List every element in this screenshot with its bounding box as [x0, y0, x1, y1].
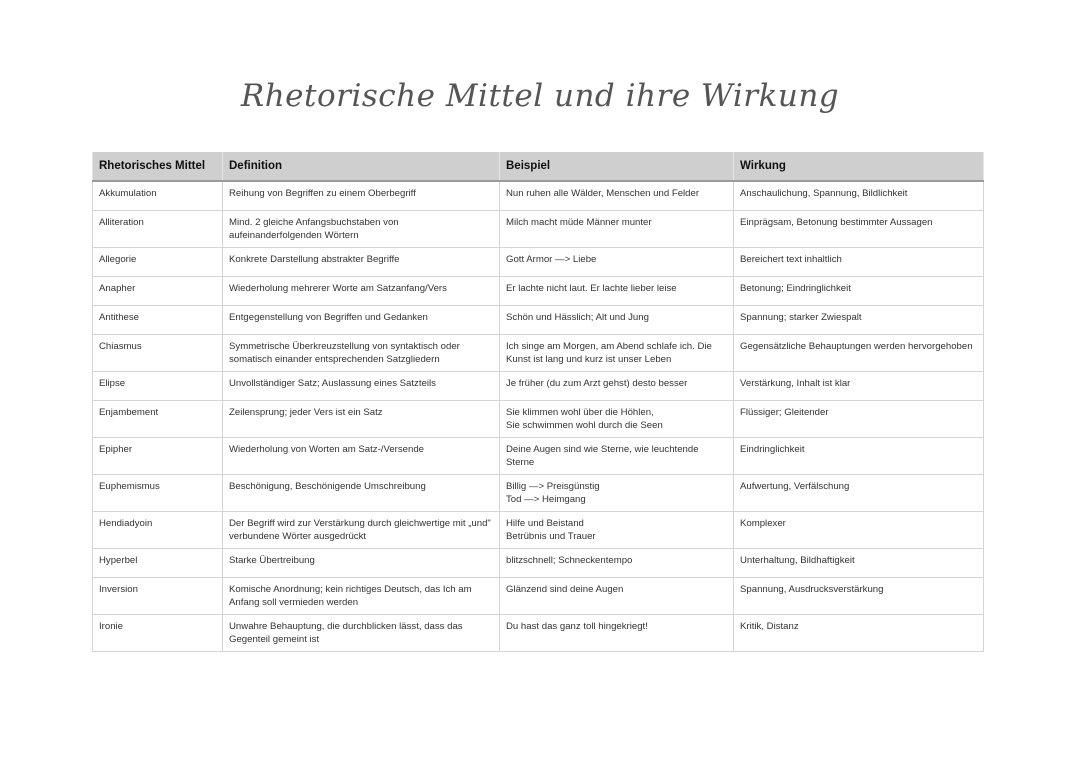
table-row — [93, 549, 984, 578]
cell-beispiel: Je früher (du zum Arzt gehst) desto besser — [500, 372, 734, 401]
table-row — [93, 248, 984, 277]
table-row — [93, 277, 984, 306]
cell-definition: Wiederholung von Worten am Satz-/Versende — [223, 438, 500, 475]
table-row — [93, 438, 984, 475]
cell-mittel: Inversion — [93, 578, 223, 615]
cell-beispiel: Gott Armor —> Liebe — [500, 248, 734, 277]
cell-wirkung: Betonung; Eindringlichkeit — [734, 277, 984, 306]
cell-wirkung: Kritik, Distanz — [734, 615, 984, 652]
table-row — [93, 512, 984, 549]
cell-wirkung: Bereichert text inhaltlich — [734, 248, 984, 277]
table-row — [93, 475, 984, 512]
table-row — [93, 401, 984, 438]
column-header-definition: Definition — [223, 152, 500, 181]
cell-wirkung: Spannung, Ausdrucksverstärkung — [734, 578, 984, 615]
cell-line: Sie schwimmen wohl durch die Seen — [506, 419, 663, 431]
cell-wirkung: Verstärkung, Inhalt ist klar — [734, 372, 984, 401]
cell-definition: Wiederholung mehrerer Worte am Satzanfang/Vers — [223, 277, 500, 306]
cell-definition: Konkrete Darstellung abstrakter Begriffe — [223, 248, 500, 277]
cell-definition: Reihung von Begriffen zu einem Oberbegriff — [223, 181, 500, 211]
cell-definition: Unwahre Behauptung, die durchblicken lässt, dass das Gegenteil gemeint ist — [223, 615, 500, 652]
cell-wirkung: Einprägsam, Betonung bestimmter Aussagen — [734, 211, 984, 248]
table-header-row — [93, 152, 984, 181]
cell-mittel: Enjambement — [93, 401, 223, 438]
cell-mittel: Akkumulation — [93, 181, 223, 211]
cell-wirkung: Gegensätzliche Behauptungen werden hervorgehoben — [734, 335, 984, 372]
cell-mittel: Alliteration — [93, 211, 223, 248]
page-title: Rhetorische Mittel und ihre Wirkung — [240, 78, 840, 114]
column-header-mittel: Rhetorisches Mittel — [93, 152, 223, 181]
cell-mittel: Euphemismus — [93, 475, 223, 512]
cell-definition: Zeilensprung; jeder Vers ist ein Satz — [223, 401, 500, 438]
cell-definition: Der Begriff wird zur Verstärkung durch gleichwertige mit „und" verbundene Wörter ausgedrückt — [223, 512, 500, 549]
cell-line: Sie klimmen wohl über die Höhlen, — [506, 407, 654, 418]
cell-wirkung: Eindringlichkeit — [734, 438, 984, 475]
cell-beispiel — [500, 475, 734, 512]
cell-definition: Starke Übertreibung — [223, 549, 500, 578]
cell-wirkung: Aufwertung, Verfälschung — [734, 475, 984, 512]
cell-mittel: Hendiadyoin — [93, 512, 223, 549]
cell-mittel: Anapher — [93, 277, 223, 306]
cell-beispiel — [500, 512, 734, 549]
cell-wirkung: Spannung; starker Zwiespalt — [734, 306, 984, 335]
cell-wirkung: Anschaulichung, Spannung, Bildlichkeit — [734, 181, 984, 211]
cell-definition: Unvollständiger Satz; Auslassung eines Satzteils — [223, 372, 500, 401]
table-row — [93, 372, 984, 401]
table-row — [93, 211, 984, 248]
cell-wirkung: Unterhaltung, Bildhaftigkeit — [734, 549, 984, 578]
cell-definition: Entgegenstellung von Begriffen und Gedanken — [223, 306, 500, 335]
cell-beispiel: Ich singe am Morgen, am Abend schlafe ich. Die Kunst ist lang und kurz ist unser Leben — [500, 335, 734, 372]
cell-beispiel: Du hast das ganz toll hingekriegt! — [500, 615, 734, 652]
cell-mittel: Antithese — [93, 306, 223, 335]
cell-definition: Beschönigung, Beschönigende Umschreibung — [223, 475, 500, 512]
cell-mittel: Allegorie — [93, 248, 223, 277]
cell-wirkung: Komplexer — [734, 512, 984, 549]
cell-line: Billig —> Preisgünstig — [506, 481, 600, 492]
cell-beispiel: Glänzend sind deine Augen — [500, 578, 734, 615]
column-header-wirkung: Wirkung — [734, 152, 984, 181]
table-row — [93, 306, 984, 335]
cell-mittel: Hyperbel — [93, 549, 223, 578]
cell-mittel: Chiasmus — [93, 335, 223, 372]
cell-wirkung: Flüssiger; Gleitender — [734, 401, 984, 438]
cell-beispiel: Milch macht müde Männer munter — [500, 211, 734, 248]
cell-definition: Mind. 2 gleiche Anfangsbuchstaben von aufeinanderfolgenden Wörtern — [223, 211, 500, 248]
column-header-beispiel: Beispiel — [500, 152, 734, 181]
cell-beispiel: blitzschnell; Schneckentempo — [500, 549, 734, 578]
cell-mittel: Elipse — [93, 372, 223, 401]
cell-line: Hilfe und Beistand — [506, 518, 584, 529]
cell-beispiel: Er lachte nicht laut. Er lachte lieber leise — [500, 277, 734, 306]
table-row — [93, 181, 984, 211]
cell-line: Betrübnis und Trauer — [506, 530, 596, 542]
cell-mittel: Epipher — [93, 438, 223, 475]
cell-beispiel: Deine Augen sind wie Sterne, wie leuchtende Sterne — [500, 438, 734, 475]
table-row — [93, 335, 984, 372]
rhetoric-table — [92, 152, 984, 652]
cell-mittel: Ironie — [93, 615, 223, 652]
cell-line: Tod —> Heimgang — [506, 493, 586, 505]
table-row — [93, 578, 984, 615]
table-row — [93, 615, 984, 652]
cell-definition: Komische Anordnung; kein richtiges Deutsch, das Ich am Anfang soll vermieden werden — [223, 578, 500, 615]
cell-definition: Symmetrische Überkreuzstellung von syntaktisch oder somatisch einander entsprechenden Satzgliedern — [223, 335, 500, 372]
cell-beispiel: Schön und Hässlich; Alt und Jung — [500, 306, 734, 335]
cell-beispiel: Nun ruhen alle Wälder, Menschen und Felder — [500, 181, 734, 211]
cell-beispiel — [500, 401, 734, 438]
